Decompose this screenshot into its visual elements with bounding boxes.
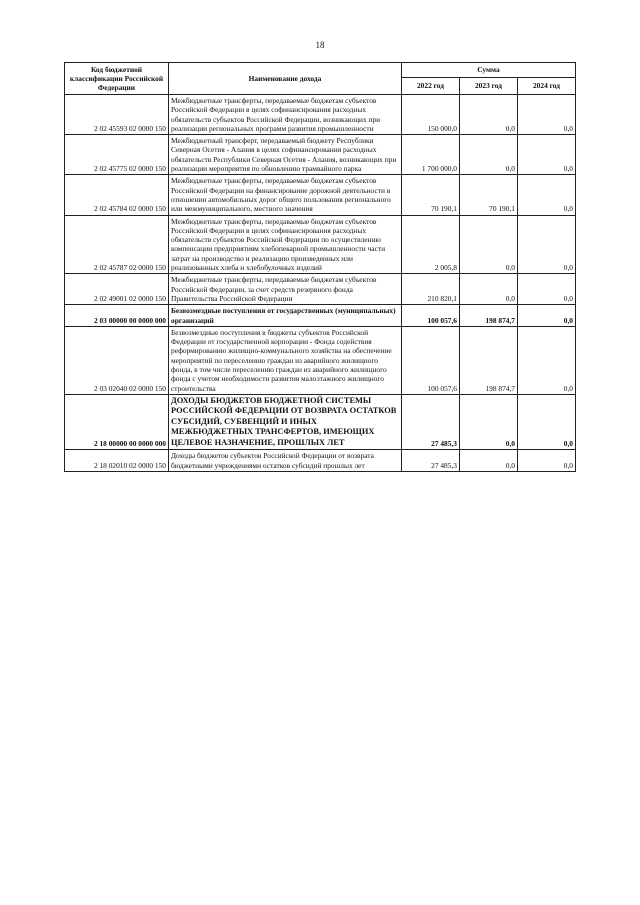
row-name: Доходы бюджетов субъектов Российской Федерации от возврата бюджетными учреждениями остатков субсидий прошлых лет <box>169 450 402 472</box>
row-code: 2 02 45593 02 0000 150 <box>65 95 169 135</box>
row-value-2024: 0,0 <box>518 305 576 327</box>
header-sum: Сумма <box>402 63 576 78</box>
row-value-2022: 2 005,8 <box>402 215 460 274</box>
header-year-2022: 2022 год <box>402 78 460 95</box>
header-name: Наименование дохода <box>169 63 402 95</box>
table-row <box>65 450 576 472</box>
row-value-2024: 0,0 <box>518 450 576 472</box>
table-row <box>65 215 576 274</box>
row-value-2022: 150 000,0 <box>402 95 460 135</box>
row-value-2023: 198 874,7 <box>460 326 518 394</box>
row-code: 2 03 02040 02 0000 150 <box>65 326 169 394</box>
row-value-2022: 210 820,1 <box>402 274 460 305</box>
row-code: 2 02 45787 02 0000 150 <box>65 215 169 274</box>
row-value-2024: 0,0 <box>518 95 576 135</box>
table-row-subtotal <box>65 305 576 327</box>
row-value-2024: 0,0 <box>518 394 576 450</box>
row-value-2023: 0,0 <box>460 394 518 450</box>
row-value-2023: 0,0 <box>460 135 518 175</box>
row-value-2022: 27 485,3 <box>402 450 460 472</box>
row-value-2024: 0,0 <box>518 326 576 394</box>
row-value-2024: 0,0 <box>518 175 576 215</box>
row-name: Межбюджетные трансферты, передаваемые бюджетам субъектов Российской Федерации на финансирование дорожной деятельности в отношении автомобильных дорог общего пользования регионального или межмуниципального, местного значения <box>169 175 402 215</box>
row-value-2023: 0,0 <box>460 274 518 305</box>
row-value-2024: 0,0 <box>518 215 576 274</box>
row-name: Межбюджетные трансферты, передаваемые бюджетам субъектов Российской Федерации в целях софинансирования расходных обязательств субъектов Российской Федерации, возникающих при реализации региональных программ развития промышленности <box>169 95 402 135</box>
row-value-2022: 100 057,6 <box>402 326 460 394</box>
table-row <box>65 274 576 305</box>
row-value-2023: 198 874,7 <box>460 305 518 327</box>
row-value-2023: 0,0 <box>460 215 518 274</box>
header-year-2024: 2024 год <box>518 78 576 95</box>
row-code: 2 03 00000 00 0000 000 <box>65 305 169 327</box>
table-row <box>65 95 576 135</box>
header-code: Код бюджетной классификации Российской Федерации <box>65 63 169 95</box>
row-code: 2 02 49001 02 0000 150 <box>65 274 169 305</box>
table-row <box>65 326 576 394</box>
header-year-2023: 2023 год <box>460 78 518 95</box>
row-code: 2 18 00000 00 0000 000 <box>65 394 169 450</box>
table-row-subtotal <box>65 394 576 450</box>
row-value-2023: 0,0 <box>460 450 518 472</box>
row-name: Безвозмездные поступления в бюджеты субъектов Российской Федерации от государственной корпорации - Фонда содействия реформированию жилищно-коммунального хозяйства на обеспечение мероприятий по переселению граждан из аварийного жилищного фонда, в том числе переселению граждан из аварийного жилищного фонда с учетом необходимости развития малоэтажного жилищного строительства <box>169 326 402 394</box>
row-value-2022: 70 190,1 <box>402 175 460 215</box>
row-name: Межбюджетные трансферты, передаваемые бюджетам субъектов Российской Федерации, за счет средств резервного фонда Правительства Российской Федерации <box>169 274 402 305</box>
table-row <box>65 135 576 175</box>
row-name: Межбюджетный трансферт, передаваемый бюджету Республики Северная Осетия - Алания в целях софинансирования расходных обязательств Республики Северная Осетия - Алания, возникающих при реализации мероприятия по обновлению трамвайного парка <box>169 135 402 175</box>
revenue-table <box>64 62 576 472</box>
row-value-2024: 0,0 <box>518 274 576 305</box>
row-value-2023: 0,0 <box>460 95 518 135</box>
row-value-2022: 27 485,3 <box>402 394 460 450</box>
table-row <box>65 175 576 215</box>
row-value-2022: 1 700 000,0 <box>402 135 460 175</box>
row-code: 2 02 45784 02 0000 150 <box>65 175 169 215</box>
page-number: 18 <box>315 40 325 50</box>
row-code: 2 18 02010 02 0000 150 <box>65 450 169 472</box>
row-value-2024: 0,0 <box>518 135 576 175</box>
row-value-2022: 100 057,6 <box>402 305 460 327</box>
row-value-2023: 70 190,1 <box>460 175 518 215</box>
row-code: 2 02 45775 02 0000 150 <box>65 135 169 175</box>
row-name: ДОХОДЫ БЮДЖЕТОВ БЮДЖЕТНОЙ СИСТЕМЫ РОССИЙСКОЙ ФЕДЕРАЦИИ ОТ ВОЗВРАТА ОСТАТКОВ СУБСИДИЙ, СУБВЕНЦИЙ И ИНЫХ МЕЖБЮДЖЕТНЫХ ТРАНСФЕРТОВ, ИМЕЮЩИХ ЦЕЛЕВОЕ НАЗНАЧЕНИЕ, ПРОШЛЫХ ЛЕТ <box>169 394 402 450</box>
row-name: Межбюджетные трансферты, передаваемые бюджетам субъектов Российской Федерации в целях софинансирования расходных обязательств субъектов Российской Федерации по осуществлению компенсации предприятиям хлебопекарной промышленности части затрат на производство и реализацию произведенных или реализованных хлеба и хлебобулочных изделий <box>169 215 402 274</box>
row-name: Безвозмездные поступления от государственных (муниципальных) организаций <box>169 305 402 327</box>
